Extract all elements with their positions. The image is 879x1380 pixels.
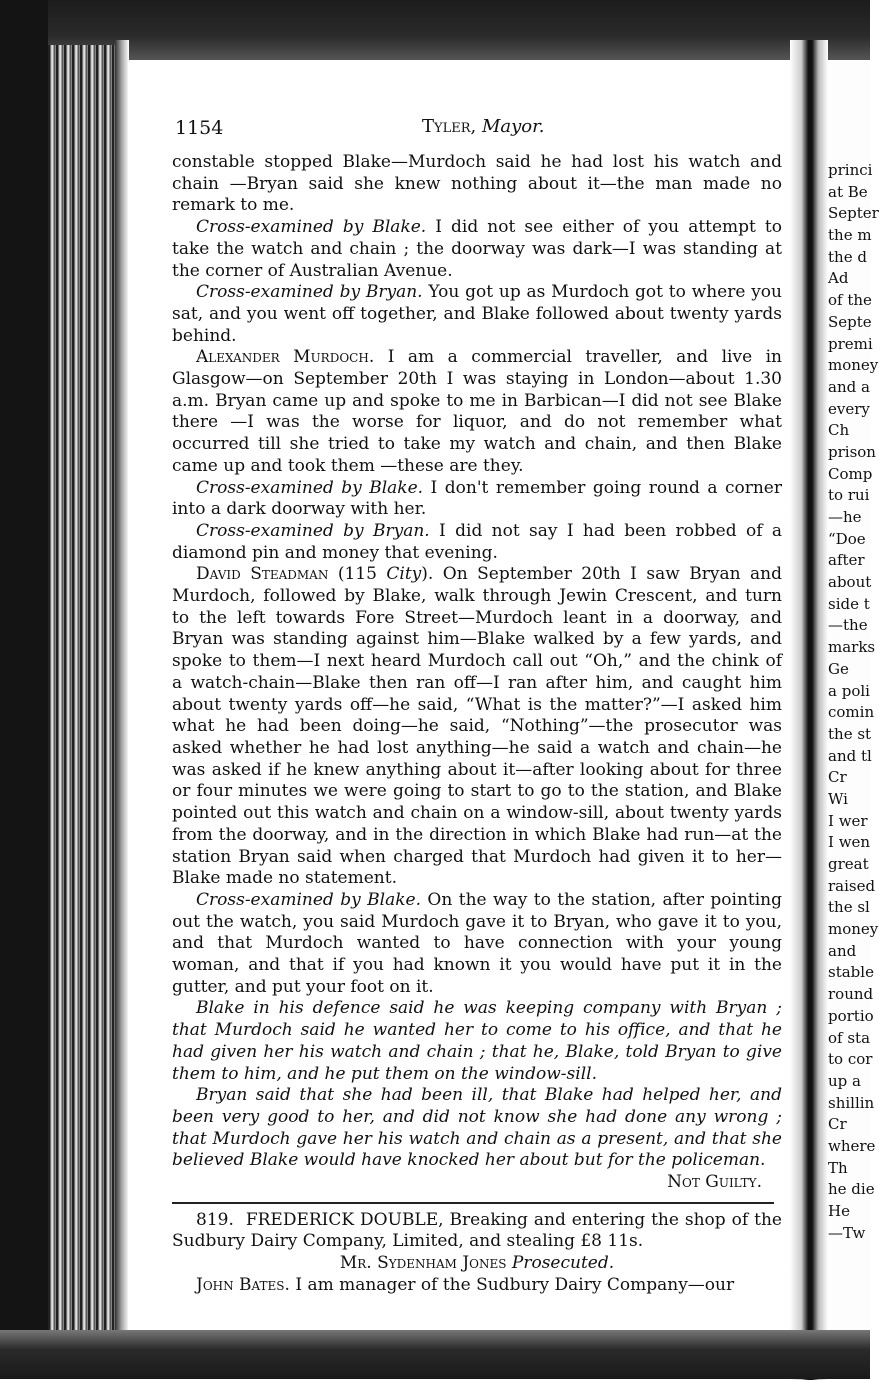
right-page-line: Th bbox=[828, 1158, 848, 1177]
italic-text: Cross-examined by Blake. bbox=[196, 477, 424, 498]
prosecutor-name: Mr. Sydenham Jones bbox=[339, 1253, 507, 1274]
italic-text: City bbox=[386, 564, 422, 585]
defendant-name: FREDERICK DOUBLE, bbox=[245, 1209, 444, 1230]
case-heading bbox=[172, 1210, 782, 1253]
right-page-line: and tl bbox=[828, 746, 872, 765]
running-title: Tyler, Mayor. bbox=[422, 116, 545, 137]
right-page-line: at Be bbox=[828, 182, 868, 201]
right-page-fragments bbox=[828, 160, 879, 1244]
right-page-line: up a bbox=[828, 1071, 861, 1090]
right-page-line: I wen bbox=[828, 833, 871, 852]
paragraph bbox=[172, 347, 782, 477]
paragraph bbox=[172, 478, 782, 521]
prosecutor-role: Prosecuted. bbox=[511, 1253, 615, 1274]
right-page-line: the m bbox=[828, 226, 872, 245]
book-gutter bbox=[790, 40, 828, 1380]
paragraph bbox=[172, 217, 782, 282]
book-page-edges bbox=[48, 45, 120, 1345]
right-page-line: a poli bbox=[828, 681, 870, 700]
right-page-line: princi bbox=[828, 161, 873, 179]
text-run: You got up as Murdoch got to where you sat, and you went off together, and Blake followed about twenty yards behind. bbox=[172, 282, 782, 346]
right-page-line: and a bbox=[828, 377, 870, 396]
witness-text: I am manager of the Sudbury Dairy Company—our bbox=[289, 1274, 735, 1295]
right-page-line: every bbox=[828, 399, 870, 418]
right-page-line: Cr bbox=[828, 1115, 847, 1134]
paragraph bbox=[172, 1085, 782, 1172]
body-text bbox=[172, 152, 782, 1172]
right-page-line: round bbox=[828, 985, 874, 1004]
running-header bbox=[172, 112, 782, 152]
case-charge: Breaking and entering the shop of the Sudbury Dairy Company, Limited, and stealing £8 11s. bbox=[172, 1209, 782, 1252]
right-page-line: Wi bbox=[828, 789, 848, 808]
right-page-line: Ge bbox=[828, 659, 849, 678]
right-page-line: Comp bbox=[828, 464, 873, 483]
right-page-line: Ch bbox=[828, 421, 850, 440]
scan-left-shadow bbox=[0, 0, 48, 1379]
text-run: I did not see either of you attempt to take the watch and chain ; the doorway was dark—I was standing at the corner of Australian Avenue. bbox=[172, 217, 782, 281]
right-page-line: I wer bbox=[828, 811, 868, 830]
paragraph bbox=[172, 564, 782, 890]
right-page-line: great bbox=[828, 855, 869, 873]
right-page-line: and bbox=[828, 941, 857, 960]
right-page-line: to rui bbox=[828, 486, 870, 505]
right-page-line: shillin bbox=[828, 1093, 875, 1112]
italic-text: Cross-examined by Bryan. bbox=[196, 520, 430, 541]
speaker-name: David Steadman bbox=[196, 564, 329, 585]
right-page-line: Septer bbox=[828, 204, 879, 223]
verdict: Not Guilty. bbox=[667, 1172, 762, 1193]
scan-top-shadow bbox=[0, 0, 870, 60]
speaker-name: Alexander Murdoch. bbox=[196, 347, 375, 368]
right-page-line: money bbox=[828, 920, 879, 939]
right-page-line: —he bbox=[828, 508, 862, 526]
witness-paragraph bbox=[172, 1275, 782, 1297]
italic-text: Bryan said that she had been ill, that Blake had helped her, and been very good to her, and did not know she had done any wrong ; that Murdoch gave her his watch and chain as a present, and that she believed Blake would have knocked her about but for the policeman. bbox=[172, 1085, 782, 1171]
italic-text: Cross-examined by Blake. bbox=[196, 889, 421, 910]
italic-text: Cross-examined by Blake. bbox=[196, 217, 427, 238]
paragraph bbox=[172, 282, 782, 347]
right-page-line: portio bbox=[828, 1006, 874, 1025]
running-title-role: Mayor. bbox=[481, 116, 545, 137]
right-page-line: comin bbox=[828, 703, 875, 722]
right-page-line: after bbox=[828, 551, 865, 570]
right-page-line: of sta bbox=[828, 1028, 871, 1047]
right-page-line: stable bbox=[828, 963, 874, 982]
right-page-line: side t bbox=[828, 594, 870, 613]
text-column bbox=[172, 112, 782, 1297]
right-page-line: the d bbox=[828, 247, 867, 266]
right-page-line: the st bbox=[828, 724, 872, 743]
right-page-line: He bbox=[828, 1202, 850, 1220]
right-page-line: premi bbox=[828, 334, 873, 353]
text-run: On the way to the station, after pointing out the watch, you said Murdoch gave it to Bryan, who gave it to you, and that Murdoch wanted to have connection with your young woman, and that if you had known it you would have put it in the gutter, and put your foot on it. bbox=[172, 889, 782, 997]
paragraph bbox=[172, 998, 782, 1085]
case-number: 819. bbox=[196, 1209, 234, 1230]
right-page-line: the sl bbox=[828, 898, 870, 917]
right-page-line: “Doe bbox=[828, 529, 866, 548]
right-page-line: —Tw bbox=[828, 1223, 866, 1242]
right-page-line: money bbox=[828, 356, 879, 375]
witness-name: John Bates. bbox=[196, 1274, 290, 1295]
right-page-line: Septe bbox=[828, 312, 872, 331]
text-run: I don't remember going round a corner into a dark doorway with her. bbox=[172, 477, 782, 520]
right-page-line: Ad bbox=[828, 269, 849, 288]
text-run: constable stopped Blake—Murdoch said he had lost his watch and chain —Bryan said she knew nothing about it—the man made no remark to me. bbox=[172, 152, 782, 216]
paragraph bbox=[172, 521, 782, 564]
text-run: I am a commercial traveller, and live in Glasgow—on September 20th I was staying in London—about 1.30 a.m. Bryan came up and spoke to me in Barbican—I did not see Blake there —I was the worse for liquor, and do not remember what occurred till she tried to take my watch and chain, and then Blake came up and took them —these are they. bbox=[172, 347, 783, 476]
prosecutor-line bbox=[172, 1253, 782, 1275]
text-run: (115 bbox=[328, 564, 387, 585]
page-number: 1154 bbox=[175, 117, 224, 139]
right-page-line: he die bbox=[828, 1180, 875, 1199]
section-rule bbox=[172, 1202, 774, 1204]
paragraph bbox=[172, 152, 782, 217]
right-page-line: marks bbox=[828, 638, 876, 657]
right-page-line: where bbox=[828, 1136, 876, 1155]
right-page-line: to cor bbox=[828, 1050, 873, 1069]
right-page-line: about bbox=[828, 573, 872, 592]
text-run: I did not say I had been robbed of a diamond pin and money that evening. bbox=[172, 520, 782, 563]
italic-text: Cross-examined by Bryan. bbox=[196, 282, 423, 303]
paragraph bbox=[172, 890, 782, 999]
right-page-line: prison bbox=[828, 442, 876, 461]
right-page-line: Cr bbox=[828, 768, 847, 787]
page-edge-highlight bbox=[115, 40, 129, 1340]
right-page-line: raised bbox=[828, 876, 876, 895]
running-title-name: Tyler bbox=[422, 116, 471, 137]
italic-text: Blake in his defence said he was keeping company with Bryan ; that Murdoch said he wanted her to come to his office, and that he had given her his watch and chain ; that he, Blake, told Bryan to give them to him, and he put them on the window-sill. bbox=[172, 998, 782, 1084]
right-page-line: —the bbox=[828, 616, 868, 635]
right-page-line: of the bbox=[828, 291, 872, 310]
text-run: ). On September 20th I saw Bryan and Murdoch, followed by Blake, walk through Jewin Crescent, and turn to the left towards Fore Street—Murdoch leant in a doorway, and Bryan was standing against him—Blake walked by a few yards, and spoke to them—I next heard Murdoch call out “Oh,” and the chink of a watch-chain—Blake then ran off—I ran after him, and caught him about twenty yards off—he said, “What is the matter?”—I asked him what he had been doing—he said, “Nothing”—the prosecutor was asked whether he had lost anything—he said a watch and chain—he was asked if he knew anything about it—after looking about for three or four minutes we were going to start to go to the station, and Blake pointed out this watch and chain on a window-sill, about twenty yards from the doorway, and in the direction in which Blake had run—at the station Bryan said when charged that Murdoch had given it to her—Blake made no statement. bbox=[172, 564, 783, 889]
scan-bottom-shadow bbox=[0, 1330, 870, 1379]
